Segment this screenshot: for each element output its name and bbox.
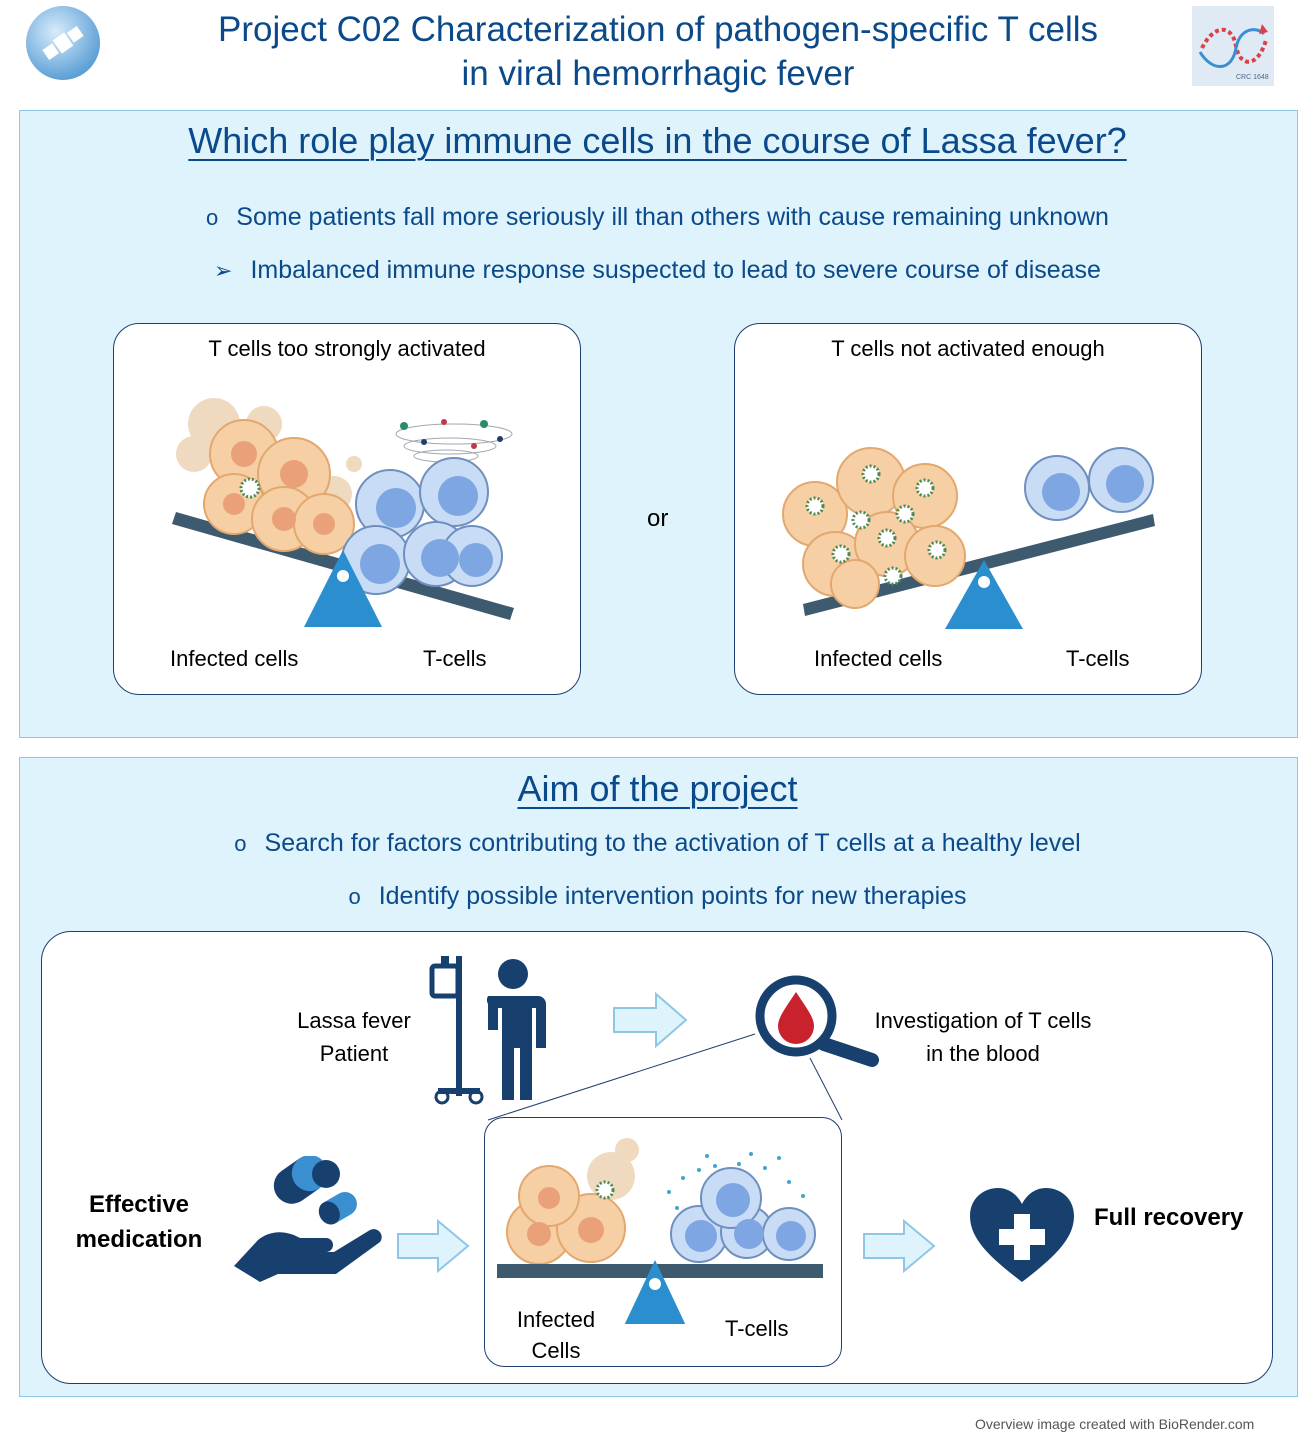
title-line-2: in viral hemorrhagic fever [461,54,855,93]
recovery-label: Full recovery [1094,1204,1244,1231]
overactivated-card [113,323,581,695]
bullet-text: Imbalanced immune response suspected to lead to severe course of disease [250,256,1101,284]
balanced-card [484,1117,842,1367]
aim-bullet-1 [19,829,1296,858]
investigation-label [860,1004,1106,1070]
patient-label [290,1004,418,1070]
crc-logo-text: CRC 1648 [1236,74,1269,81]
balanced-seesaw-icon [493,1128,833,1324]
t-cells-label: T-cells [423,646,487,671]
investigation-label-line-2: in the blood [926,1041,1040,1066]
or-label: or [647,505,669,532]
underactivated-card [734,323,1202,695]
satellite-logo-icon [24,3,102,83]
hand-pills-icon [230,1156,385,1282]
card-title: T cells not activated enough [831,336,1105,361]
circle-bullet-icon: o [234,831,247,856]
bullet-text: Some patients fall more seriously ill than others with cause remaining unknown [236,203,1109,231]
underactivated-seesaw-icon [775,444,1165,634]
zoom-lines [480,1030,850,1125]
t-cells-label: T-cells [1066,646,1130,671]
balanced-infected-line-2: Cells [531,1338,581,1363]
patient-label-line-2: Patient [319,1041,389,1066]
circle-bullet-icon: o [206,205,219,230]
arrow-right-icon [862,1218,938,1274]
title-line-1: Project C02 Characterization of pathogen-specific T cells [218,10,1098,49]
patient-label-line-1: Lassa fever [297,1008,411,1033]
card-title: T cells too strongly activated [208,336,486,361]
medication-label-line-2: medication [75,1226,203,1253]
arrow-bullet-icon: ➢ [214,258,233,283]
balanced-infected-label [499,1304,613,1366]
page-title [150,8,1166,96]
circle-bullet-icon: o [348,884,361,909]
balanced-t-cells-label: T-cells [725,1316,789,1341]
bullet-text: Search for factors contributing to the activation of T cells at a healthy level [264,829,1081,857]
overactivated-seesaw-icon [154,384,534,634]
aim-bullet-2 [19,882,1296,911]
crc-logo-icon [1192,6,1274,86]
credit-footer: Overview image created with BioRender.com [975,1416,1255,1432]
investigation-label-line-1: Investigation of T cells [874,1008,1092,1033]
balanced-infected-line-1: Infected [516,1307,596,1332]
bullet-text: Identify possible intervention points for new therapies [378,882,967,910]
infected-cells-label: Infected cells [170,646,299,671]
heart-plus-icon [968,1186,1076,1286]
medication-label [62,1187,216,1257]
question-bullet-2 [19,256,1296,285]
medication-label-line-1: Effective [88,1191,190,1218]
infected-cells-label: Infected cells [814,646,943,671]
question-heading: Which role play immune cells in the course of Lassa fever? [188,120,1127,161]
arrow-right-icon [396,1218,472,1274]
question-bullet-1 [19,203,1296,232]
aim-heading: Aim of the project [517,768,798,809]
